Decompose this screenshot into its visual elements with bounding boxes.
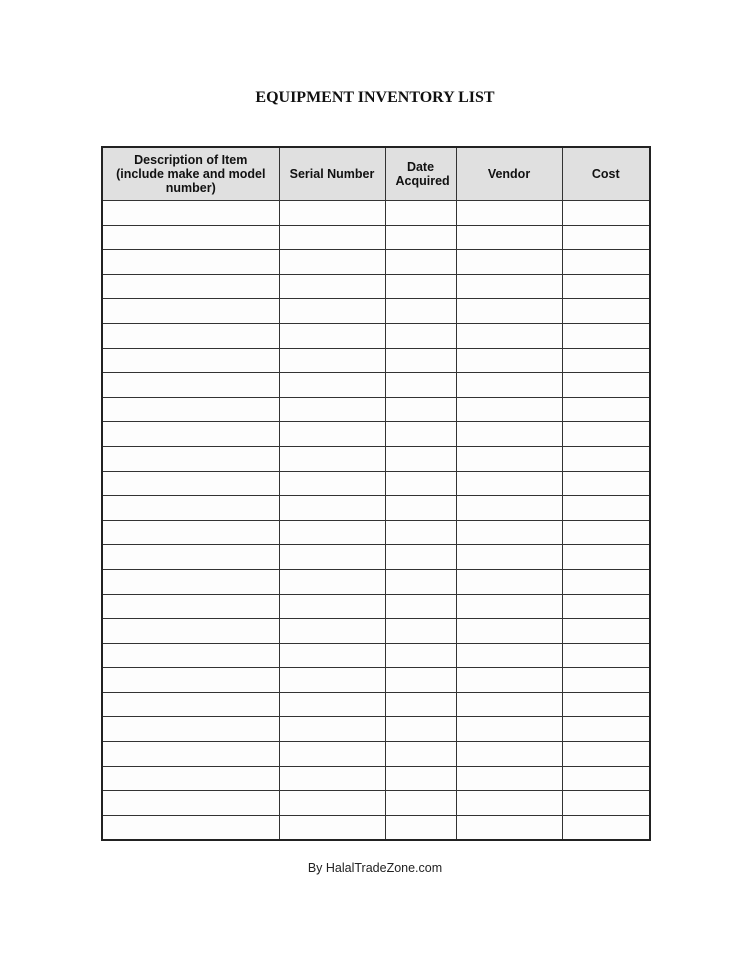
description-cell[interactable] [102, 496, 279, 521]
table-row [102, 397, 650, 422]
vendor-cell[interactable] [456, 323, 562, 348]
inventory-table [101, 146, 651, 841]
description-cell[interactable] [102, 717, 279, 742]
date-acquired-cell[interactable] [385, 348, 456, 373]
description-cell[interactable] [102, 299, 279, 324]
description-cell[interactable] [102, 520, 279, 545]
column-header-serial-number: Serial Number [279, 147, 385, 201]
serial-number-cell[interactable] [279, 791, 385, 816]
vendor-cell[interactable] [456, 373, 562, 398]
table-row [102, 717, 650, 742]
date-acquired-cell[interactable] [385, 545, 456, 570]
serial-number-cell[interactable] [279, 446, 385, 471]
table-row [102, 471, 650, 496]
date-acquired-cell[interactable] [385, 397, 456, 422]
cost-cell[interactable] [562, 791, 650, 816]
vendor-cell[interactable] [456, 619, 562, 644]
cost-cell[interactable] [562, 250, 650, 275]
vendor-cell[interactable] [456, 520, 562, 545]
vendor-cell[interactable] [456, 201, 562, 226]
description-cell[interactable] [102, 569, 279, 594]
description-cell[interactable] [102, 791, 279, 816]
description-cell[interactable] [102, 471, 279, 496]
description-cell[interactable] [102, 766, 279, 791]
serial-number-cell[interactable] [279, 766, 385, 791]
cost-cell[interactable] [562, 668, 650, 693]
table-row [102, 373, 650, 398]
header-row [102, 147, 650, 201]
cost-cell[interactable] [562, 692, 650, 717]
date-acquired-cell[interactable] [385, 373, 456, 398]
date-acquired-cell[interactable] [385, 250, 456, 275]
cost-cell[interactable] [562, 496, 650, 521]
serial-number-cell[interactable] [279, 323, 385, 348]
table-body [102, 201, 650, 841]
date-acquired-cell[interactable] [385, 496, 456, 521]
serial-number-cell[interactable] [279, 299, 385, 324]
description-cell[interactable] [102, 373, 279, 398]
column-header-vendor: Vendor [456, 147, 562, 201]
table-row [102, 348, 650, 373]
table-row [102, 545, 650, 570]
serial-number-cell[interactable] [279, 742, 385, 767]
date-acquired-cell[interactable] [385, 471, 456, 496]
table-row [102, 569, 650, 594]
vendor-cell[interactable] [456, 766, 562, 791]
table-row [102, 250, 650, 275]
vendor-cell[interactable] [456, 815, 562, 840]
cost-cell[interactable] [562, 520, 650, 545]
cost-cell[interactable] [562, 373, 650, 398]
vendor-cell[interactable] [456, 742, 562, 767]
table-row [102, 274, 650, 299]
vendor-cell[interactable] [456, 446, 562, 471]
serial-number-cell[interactable] [279, 619, 385, 644]
description-cell[interactable] [102, 619, 279, 644]
cost-cell[interactable] [562, 422, 650, 447]
vendor-cell[interactable] [456, 545, 562, 570]
column-header-date-acquired: Date Acquired [385, 147, 456, 201]
table-row [102, 299, 650, 324]
vendor-cell[interactable] [456, 471, 562, 496]
cost-cell[interactable] [562, 594, 650, 619]
serial-number-cell[interactable] [279, 569, 385, 594]
serial-number-cell[interactable] [279, 668, 385, 693]
date-acquired-cell[interactable] [385, 201, 456, 226]
vendor-cell[interactable] [456, 422, 562, 447]
vendor-cell[interactable] [456, 348, 562, 373]
description-cell[interactable] [102, 348, 279, 373]
description-cell[interactable] [102, 225, 279, 250]
vendor-cell[interactable] [456, 299, 562, 324]
cost-cell[interactable] [562, 274, 650, 299]
vendor-cell[interactable] [456, 397, 562, 422]
description-cell[interactable] [102, 446, 279, 471]
date-acquired-cell[interactable] [385, 569, 456, 594]
footer-credit: By HalalTradeZone.com [307, 861, 443, 875]
table-row [102, 446, 650, 471]
vendor-cell[interactable] [456, 791, 562, 816]
vendor-cell[interactable] [456, 569, 562, 594]
serial-number-cell[interactable] [279, 594, 385, 619]
serial-number-cell[interactable] [279, 422, 385, 447]
date-acquired-cell[interactable] [385, 692, 456, 717]
cost-cell[interactable] [562, 742, 650, 767]
serial-number-cell[interactable] [279, 397, 385, 422]
serial-number-cell[interactable] [279, 692, 385, 717]
vendor-cell[interactable] [456, 594, 562, 619]
table-row [102, 594, 650, 619]
table-row [102, 496, 650, 521]
cost-cell[interactable] [562, 471, 650, 496]
date-acquired-cell[interactable] [385, 619, 456, 644]
table-row [102, 619, 650, 644]
description-cell[interactable] [102, 692, 279, 717]
cost-cell[interactable] [562, 348, 650, 373]
serial-number-cell[interactable] [279, 545, 385, 570]
cost-cell[interactable] [562, 201, 650, 226]
table-row [102, 791, 650, 816]
table-row [102, 668, 650, 693]
cost-cell[interactable] [562, 619, 650, 644]
table-row [102, 225, 650, 250]
date-acquired-cell[interactable] [385, 791, 456, 816]
page-title: EQUIPMENT INVENTORY LIST [255, 89, 495, 106]
table-row [102, 323, 650, 348]
serial-number-cell[interactable] [279, 274, 385, 299]
cost-cell[interactable] [562, 717, 650, 742]
table-row [102, 742, 650, 767]
date-acquired-cell[interactable] [385, 742, 456, 767]
date-acquired-cell[interactable] [385, 225, 456, 250]
cost-cell[interactable] [562, 815, 650, 840]
description-cell[interactable] [102, 201, 279, 226]
date-acquired-cell[interactable] [385, 422, 456, 447]
cost-cell[interactable] [562, 569, 650, 594]
table-row [102, 422, 650, 447]
date-acquired-cell[interactable] [385, 643, 456, 668]
serial-number-cell[interactable] [279, 250, 385, 275]
serial-number-cell[interactable] [279, 496, 385, 521]
date-acquired-cell[interactable] [385, 717, 456, 742]
serial-number-cell[interactable] [279, 348, 385, 373]
cost-cell[interactable] [562, 643, 650, 668]
vendor-cell[interactable] [456, 274, 562, 299]
description-cell[interactable] [102, 668, 279, 693]
description-cell[interactable] [102, 742, 279, 767]
serial-number-cell[interactable] [279, 225, 385, 250]
vendor-cell[interactable] [456, 717, 562, 742]
cost-cell[interactable] [562, 446, 650, 471]
description-cell[interactable] [102, 274, 279, 299]
table-row [102, 766, 650, 791]
table-row [102, 692, 650, 717]
serial-number-cell[interactable] [279, 201, 385, 226]
cost-cell[interactable] [562, 323, 650, 348]
vendor-cell[interactable] [456, 225, 562, 250]
column-header-cost: Cost [562, 147, 650, 201]
vendor-cell[interactable] [456, 496, 562, 521]
date-acquired-cell[interactable] [385, 323, 456, 348]
date-acquired-cell[interactable] [385, 446, 456, 471]
column-header-description: Description of Item (include make and model number) [102, 147, 279, 201]
description-cell[interactable] [102, 397, 279, 422]
date-acquired-cell[interactable] [385, 299, 456, 324]
table-row [102, 201, 650, 226]
cost-cell[interactable] [562, 397, 650, 422]
description-cell[interactable] [102, 323, 279, 348]
serial-number-cell[interactable] [279, 717, 385, 742]
date-acquired-cell[interactable] [385, 668, 456, 693]
vendor-cell[interactable] [456, 643, 562, 668]
cost-cell[interactable] [562, 225, 650, 250]
vendor-cell[interactable] [456, 668, 562, 693]
date-acquired-cell[interactable] [385, 520, 456, 545]
description-cell[interactable] [102, 815, 279, 840]
date-acquired-cell[interactable] [385, 815, 456, 840]
date-acquired-cell[interactable] [385, 766, 456, 791]
description-cell[interactable] [102, 250, 279, 275]
date-acquired-cell[interactable] [385, 274, 456, 299]
description-cell[interactable] [102, 643, 279, 668]
serial-number-cell[interactable] [279, 643, 385, 668]
serial-number-cell[interactable] [279, 471, 385, 496]
serial-number-cell[interactable] [279, 815, 385, 840]
cost-cell[interactable] [562, 766, 650, 791]
cost-cell[interactable] [562, 545, 650, 570]
table-row [102, 643, 650, 668]
date-acquired-cell[interactable] [385, 594, 456, 619]
description-cell[interactable] [102, 422, 279, 447]
cost-cell[interactable] [562, 299, 650, 324]
table-row [102, 815, 650, 840]
serial-number-cell[interactable] [279, 373, 385, 398]
vendor-cell[interactable] [456, 692, 562, 717]
serial-number-cell[interactable] [279, 520, 385, 545]
vendor-cell[interactable] [456, 250, 562, 275]
table-row [102, 520, 650, 545]
description-cell[interactable] [102, 594, 279, 619]
description-cell[interactable] [102, 545, 279, 570]
